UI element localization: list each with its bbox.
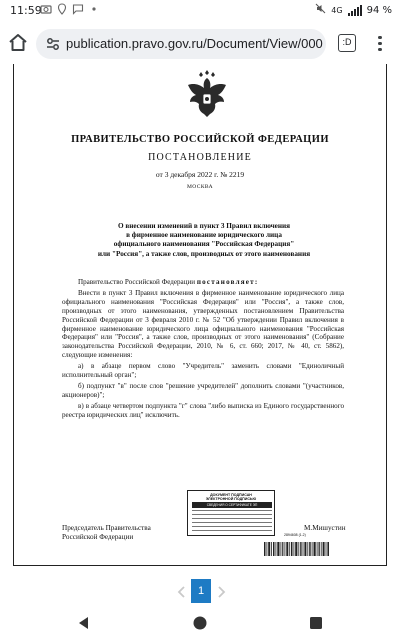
decree-city: МОСКВА	[187, 184, 213, 190]
preamble-action: постановляет:	[196, 278, 259, 286]
home-circle-icon[interactable]	[192, 615, 208, 631]
previous-page-icon[interactable]	[175, 584, 189, 598]
decree-label: ПОСТАНОВЛЕНИЕ	[148, 152, 252, 163]
system-navigation-bar	[0, 606, 400, 640]
item-a: а) в абзаце первом слово "Учредитель" заменить словами "Единоличный исполнительный орган";	[62, 362, 344, 380]
status-bar	[0, 0, 400, 22]
stamp-band: СВЕДЕНИЯ О СЕРТИФИКАТЕ ЭП	[192, 502, 272, 508]
status-time: 11:59	[10, 4, 42, 17]
coat-of-arms-icon	[184, 70, 230, 120]
url-text[interactable]: publication.pravo.gov.ru/Document/View/000	[66, 36, 323, 51]
preamble	[62, 278, 344, 287]
stamp-title-line: ЭЛЕКТРОННОЙ ПОДПИСЬЮ	[205, 497, 257, 502]
recents-icon[interactable]	[308, 615, 324, 631]
signatory-title-line: Российской Федерации	[62, 533, 134, 541]
heading-line: официального наименования "Российская Федерация"	[113, 240, 295, 249]
item-b: б) подпункт "в" после слов "решение учредителей" дополнить словами "(участников, акционеров)";	[62, 381, 344, 399]
notification-icons	[40, 3, 100, 15]
signal-icon	[348, 5, 362, 16]
next-page-icon[interactable]	[214, 584, 228, 598]
barcode-icon	[264, 542, 330, 556]
status-indicators	[315, 3, 392, 17]
document-viewer[interactable]	[0, 64, 400, 576]
overflow-menu-icon[interactable]	[372, 33, 388, 55]
chat-icon	[72, 3, 84, 15]
battery-level: 94 %	[366, 4, 392, 16]
network-type: 4G	[331, 5, 343, 15]
barcode-number: 2894608 (1.2)	[284, 533, 306, 537]
tab-switcher-button[interactable]: :D	[338, 34, 356, 52]
decree-body	[62, 278, 344, 420]
browser-toolbar	[0, 22, 400, 64]
item-c: в) в абзаце четвертом подпункта "г" слова "либо выписка из Единого государственного реестра юридических лиц" исключить.	[62, 401, 344, 419]
heading-line: О внесении изменений в пункт 3 Правил включения	[117, 222, 291, 230]
government-title: ПРАВИТЕЛЬСТВО РОССИЙСКОЙ ФЕДЕРАЦИИ	[71, 134, 329, 145]
heading-line: в фирменное наименование юридического лица	[126, 231, 282, 240]
location-icon	[56, 3, 68, 15]
mute-icon	[315, 3, 326, 17]
preamble-subject: Правительство Российской Федерации	[78, 278, 196, 286]
stamp-details	[192, 510, 272, 534]
dot-icon	[88, 3, 100, 15]
heading-line: или "Россия", а также слов, производных от этого наименования	[97, 249, 311, 258]
signatory-name: М.Мишустин	[304, 524, 346, 532]
current-page-button[interactable]: 1	[191, 579, 211, 603]
camera-icon	[40, 3, 52, 15]
site-info-icon[interactable]	[45, 36, 61, 52]
decree-heading	[74, 222, 334, 259]
stamp-title-line: ДОКУМЕНТ ПОДПИСАН	[210, 493, 252, 497]
signatory-title	[62, 524, 151, 542]
decree-date-number: от 3 декабря 2022 г. № 2219	[155, 170, 245, 179]
document-page	[13, 64, 387, 566]
pagination	[0, 576, 400, 606]
stamp-title	[188, 493, 274, 501]
signatory-title-line: Председатель Правительства	[62, 524, 151, 532]
home-icon[interactable]	[6, 31, 30, 55]
electronic-signature-stamp	[187, 490, 275, 536]
address-bar[interactable]	[36, 29, 326, 59]
paragraph-main: Внести в пункт 3 Правил включения в фирменное наименование юридического лица официального наименования "Российская Федерация" или "Россия", а также слов, производных от этого наименования, утвержденных постановлением Правительства Российской Федерации от 3 февраля 2010 г. № 52 "Об утверждении Правил включения в фирменное наименование юридического лица официального наименования "Российская Федерация" или "Россия", а также слов, производных от этого наименования" (Собрание законодательства Российской Федерации, 2010, № 6, ст. 660; 2017, № 40, ст. 5862), следующие изменения:	[62, 288, 344, 360]
back-icon[interactable]	[76, 615, 92, 631]
